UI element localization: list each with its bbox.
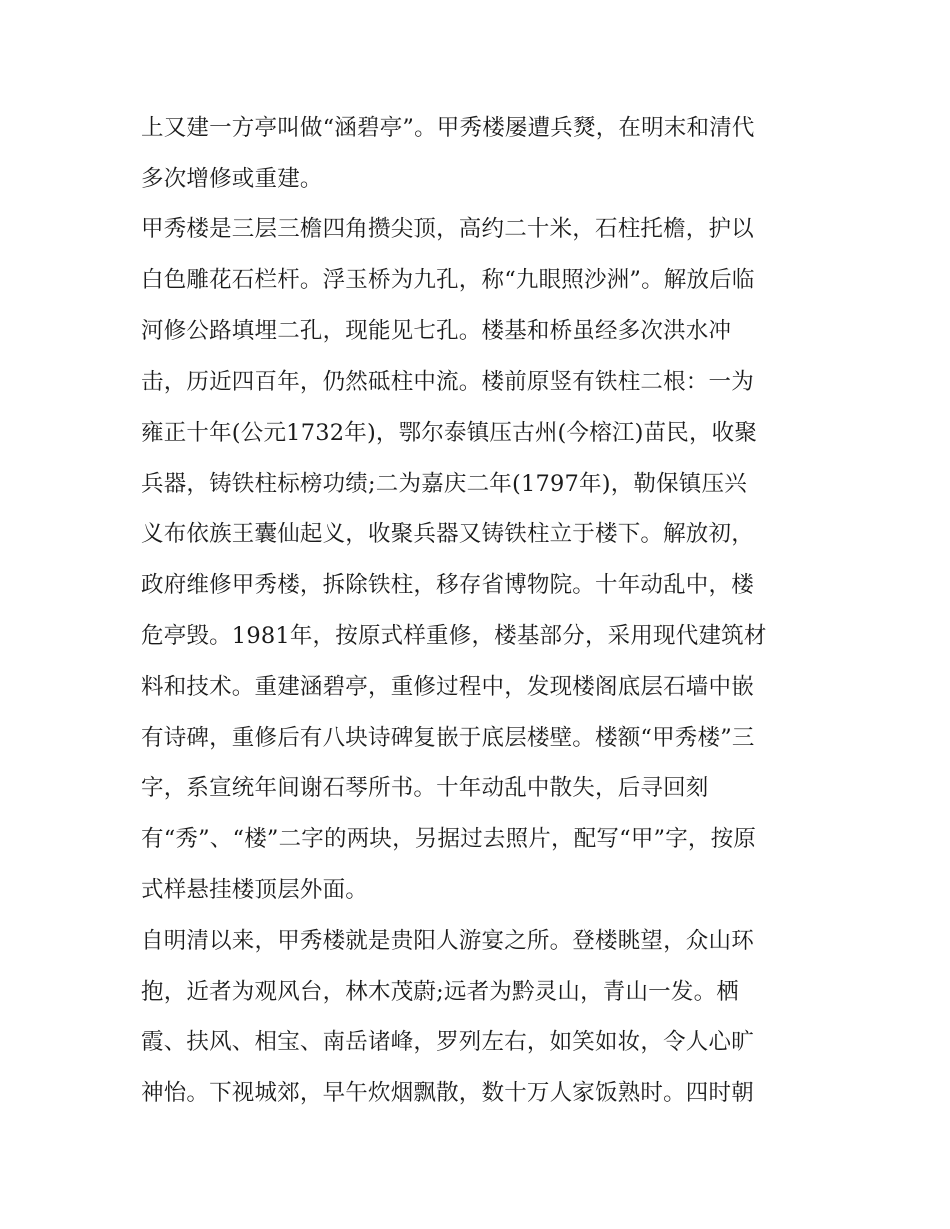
text-line: 霞、扶风、相宝、南岳诸峰，罗列左右，如笑如妆，令人心旷 <box>141 1029 754 1055</box>
text-line: 甲秀楼是三层三檐四角攒尖顶，高约二十米，石柱托檐，护以 <box>141 216 754 242</box>
text-line: 击，历近四百年，仍然砥柱中流。楼前原竖有铁柱二根：一为 <box>141 369 754 395</box>
text-line: 多次增修或重建。 <box>141 166 323 192</box>
text-line: 白色雕花石栏杆。浮玉桥为九孔，称“九眼照沙洲”。解放后临 <box>141 267 755 293</box>
text-line: 神怡。下视城郊，早午炊烟飘散，数十万人家饭熟时。四时朝 <box>141 1080 754 1106</box>
text-line: 义布依族王囊仙起义，收聚兵器又铸铁柱立于楼下。解放初， <box>141 521 754 547</box>
text-line: 兵器，铸铁柱标榜功绩;二为嘉庆二年(1797年)，勒保镇压兴 <box>141 471 747 497</box>
text-line: 有诗碑，重修后有八块诗碑复嵌于底层楼壁。楼额“甲秀楼”三 <box>141 725 755 751</box>
text-line: 有“秀”、“楼”二字的两块，另据过去照片，配写“甲”字，按原 <box>141 826 757 852</box>
text-line: 料和技术。重建涵碧亭，重修过程中，发现楼阁底层石墙中嵌 <box>141 674 754 700</box>
text-line: 雍正十年(公元1732年)，鄂尔泰镇压古州(今榕江)苗民，收聚 <box>141 420 758 446</box>
text-line: 自明清以来，甲秀楼就是贵阳人游宴之所。登楼眺望，众山环 <box>141 928 754 954</box>
text-line: 上又建一方亭叫做“涵碧亭”。甲秀楼屡遭兵燹，在明末和清代 <box>141 115 755 141</box>
text-line: 抱，近者为观风台，林木茂蔚;远者为黔灵山，青山一发。栖 <box>141 979 739 1005</box>
text-line: 字，系宣统年间谢石琴所书。十年动乱中散失，后寻回刻 <box>141 775 709 801</box>
text-line: 河修公路填埋二孔，现能见七孔。楼基和桥虽经多次洪水冲 <box>141 318 732 344</box>
text-line: 危亭毁。1981年，按原式样重修，楼基部分，采用现代建筑材 <box>141 623 767 649</box>
text-line: 政府维修甲秀楼，拆除铁柱，移存省博物院。十年动乱中，楼 <box>141 572 754 598</box>
text-line: 式样悬挂楼顶层外面。 <box>141 877 369 903</box>
